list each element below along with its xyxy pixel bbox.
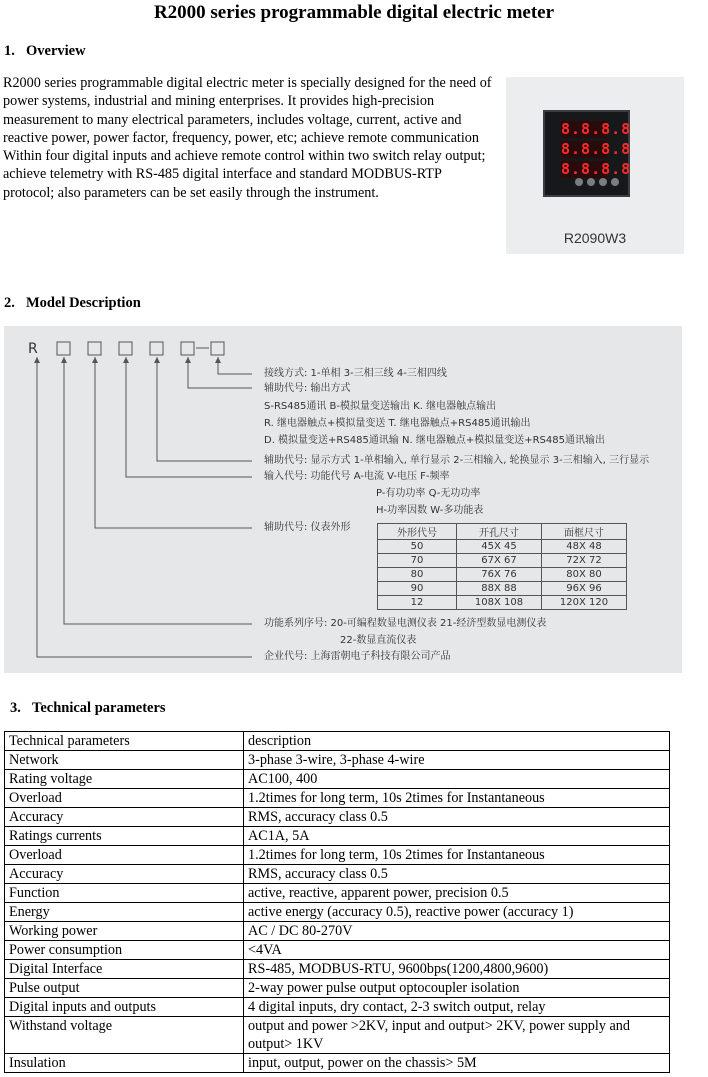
param-value: active energy (accuracy 0.5), reactive power (accuracy 1) (244, 903, 670, 922)
dimension-header: 外形代号 (378, 524, 457, 540)
param-name: Withstand voltage (5, 1017, 244, 1054)
leader-line (126, 357, 252, 477)
meter-photo (506, 77, 684, 254)
param-value: 1.2times for long term, 10s 2times for Instantaneous (244, 846, 670, 865)
code-box (150, 342, 163, 355)
arrow-head (92, 357, 98, 363)
code-box (119, 342, 132, 355)
table-row (5, 827, 670, 846)
dimension-row (378, 540, 627, 554)
dimension-cell: 45X 45 (457, 540, 542, 554)
param-name: Digital inputs and outputs (5, 998, 244, 1017)
series-code-label: 功能系列序号: 20-可编程数显电测仪表 21-经济型数显电测仪表 (264, 618, 547, 629)
code-box (88, 342, 101, 355)
input-code-label: 输入代号: 功能代号 A-电流 V-电压 F-频率 (264, 471, 450, 482)
dimension-row (378, 554, 627, 568)
param-value: active, reactive, apparent power, precision 0.5 (244, 884, 670, 903)
arrow-head (123, 357, 129, 363)
param-value: 2-way power pulse output optocoupler isolation (244, 979, 670, 998)
param-name: Function (5, 884, 244, 903)
dimension-cell: 70 (378, 554, 457, 568)
code-box (181, 342, 194, 355)
dimension-row (378, 568, 627, 582)
param-name: Network (5, 751, 244, 770)
param-value: RMS, accuracy class 0.5 (244, 865, 670, 884)
table-row (5, 1054, 670, 1073)
table-row (5, 789, 670, 808)
overview-paragraph: R2000 series programmable digital electric meter is specially designed for the need of power systems, industrial and mining enterprises. It provides high-precision measurement to many electrical parameters, includes voltage, current, active and reactive power, power factor, frequency, power, etc; achieve remote communication Within four digital inputs and achieve remote control within two switch relay output; achieve telemetry with RS-485 digital interface and standard MODBUS-RTP protocol; also parameters can be set easily through the instrument. (3, 75, 492, 201)
param-name: Power consumption (5, 941, 244, 960)
model-prefix: R (28, 341, 38, 357)
table-row (5, 808, 670, 827)
shape-code-label: 辅助代号: 仪表外形 (264, 522, 351, 533)
table-row (5, 770, 670, 789)
table-row (5, 922, 670, 941)
param-value: AC / DC 80-270V (244, 922, 670, 941)
section-number: 2. (4, 295, 15, 311)
arrow-head (215, 357, 221, 363)
series-code-option: 22-数显直流仪表 (340, 635, 417, 646)
display-mode-label: 辅助代号: 显示方式 1-单相输入, 单行显示 2-三相输入, 轮换显示 3-三相输入, 三行显示 (264, 455, 650, 466)
dimension-cell: 48X 48 (542, 540, 627, 554)
output-option: S-RS485通讯 B-模拟量变送输出 K. 继电器触点输出 (264, 401, 497, 412)
param-name: Overload (5, 789, 244, 808)
meter-device-image (543, 110, 630, 197)
leader-line (37, 357, 252, 657)
dimension-cell: 108X 108 (457, 596, 542, 610)
output-mode-label: 辅助代号: 输出方式 (264, 383, 351, 394)
dimension-row (378, 596, 627, 610)
dimension-cell: 80 (378, 568, 457, 582)
leader-line (64, 357, 252, 624)
table-row (5, 998, 670, 1017)
dimension-cell: 12 (378, 596, 457, 610)
output-option: R. 继电器触点+模拟量变送 T. 继电器触点+RS485通讯输出 (264, 418, 531, 429)
arrow-head (61, 357, 67, 363)
param-value: 1.2times for long term, 10s 2times for Instantaneous (244, 789, 670, 808)
dimension-cell: 96X 96 (542, 582, 627, 596)
param-value: description (244, 732, 670, 751)
technical-parameters-table (4, 731, 670, 1073)
param-name: Energy (5, 903, 244, 922)
param-value: <4VA (244, 941, 670, 960)
code-box (57, 342, 70, 355)
dimension-cell: 120X 120 (542, 596, 627, 610)
dimension-cell: 67X 67 (457, 554, 542, 568)
wiring-mode-label: 接线方式: 1-单相 3-三相三线 4-三相四线 (264, 368, 447, 379)
dimension-header: 面框尺寸 (542, 524, 627, 540)
document-title: R2000 series programmable digital electric meter (153, 2, 555, 23)
table-row (5, 1017, 670, 1054)
meter-display-row: 8.8.8.8 (561, 160, 632, 178)
param-value: AC100, 400 (244, 770, 670, 789)
meter-button (587, 178, 595, 186)
table-row (5, 903, 670, 922)
section-title: Technical parameters (32, 700, 166, 716)
arrow-head (34, 357, 40, 363)
meter-display-row: 8.8.8.8 (561, 140, 632, 158)
table-row (5, 732, 670, 751)
param-name: Ratings currents (5, 827, 244, 846)
dimension-table (377, 523, 627, 610)
section-number: 1. (4, 43, 15, 59)
table-row (5, 884, 670, 903)
arrow-head (154, 357, 160, 363)
code-box (211, 342, 224, 355)
table-row (5, 751, 670, 770)
table-row (5, 846, 670, 865)
section-title: Overview (26, 43, 86, 59)
param-value: input, output, power on the chassis> 5M (244, 1054, 670, 1073)
input-code-option: P-有功功率 Q-无功功率 (376, 488, 481, 499)
dimension-cell: 50 (378, 540, 457, 554)
table-row (5, 979, 670, 998)
param-value: 4 digital inputs, dry contact, 2-3 switch output, relay (244, 998, 670, 1017)
table-row (5, 865, 670, 884)
meter-button (611, 178, 619, 186)
section-title: Model Description (26, 295, 141, 311)
param-name: Technical parameters (5, 732, 244, 751)
overview-heading (4, 43, 86, 60)
model-code-diagram (4, 326, 682, 673)
param-name: Rating voltage (5, 770, 244, 789)
photo-caption: R2090W3 (563, 230, 627, 246)
dimension-cell: 72X 72 (542, 554, 627, 568)
param-name: Pulse output (5, 979, 244, 998)
param-name: Accuracy (5, 865, 244, 884)
param-name: Accuracy (5, 808, 244, 827)
param-value: output and power >2KV, input and output> 2KV, power supply and output> 1KV (244, 1017, 670, 1054)
leader-line (95, 357, 252, 528)
tech-heading (10, 700, 166, 717)
meter-display-row: 8.8.8.8 (561, 120, 632, 138)
dimension-cell: 88X 88 (457, 582, 542, 596)
dimension-row (378, 582, 627, 596)
model-heading (4, 295, 141, 312)
param-name: Overload (5, 846, 244, 865)
section-number: 3. (10, 700, 21, 716)
output-option: D. 模拟量变送+RS485通讯输 N. 继电器触点+模拟量变送+RS485通讯输出 (264, 435, 605, 446)
param-value: AC1A, 5A (244, 827, 670, 846)
leader-line (157, 357, 252, 461)
dimension-cell: 76X 76 (457, 568, 542, 582)
dimension-cell: 80X 80 (542, 568, 627, 582)
dimension-cell: 90 (378, 582, 457, 596)
param-value: RMS, accuracy class 0.5 (244, 808, 670, 827)
dimension-header-row (378, 524, 627, 540)
input-code-option: H-功率因数 W-多功能表 (376, 505, 484, 516)
param-value: 3-phase 3-wire, 3-phase 4-wire (244, 751, 670, 770)
param-name: Insulation (5, 1054, 244, 1073)
table-row (5, 960, 670, 979)
param-name: Working power (5, 922, 244, 941)
table-row (5, 941, 670, 960)
arrow-head (185, 357, 191, 363)
dimension-header: 开孔尺寸 (457, 524, 542, 540)
meter-button (599, 178, 607, 186)
company-code-label: 企业代号: 上海雷朝电子科技有限公司产品 (264, 651, 451, 662)
param-name: Digital Interface (5, 960, 244, 979)
param-value: RS-485, MODBUS-RTU, 9600bps(1200,4800,9600) (244, 960, 670, 979)
meter-button (575, 178, 583, 186)
leader-line (218, 357, 252, 374)
